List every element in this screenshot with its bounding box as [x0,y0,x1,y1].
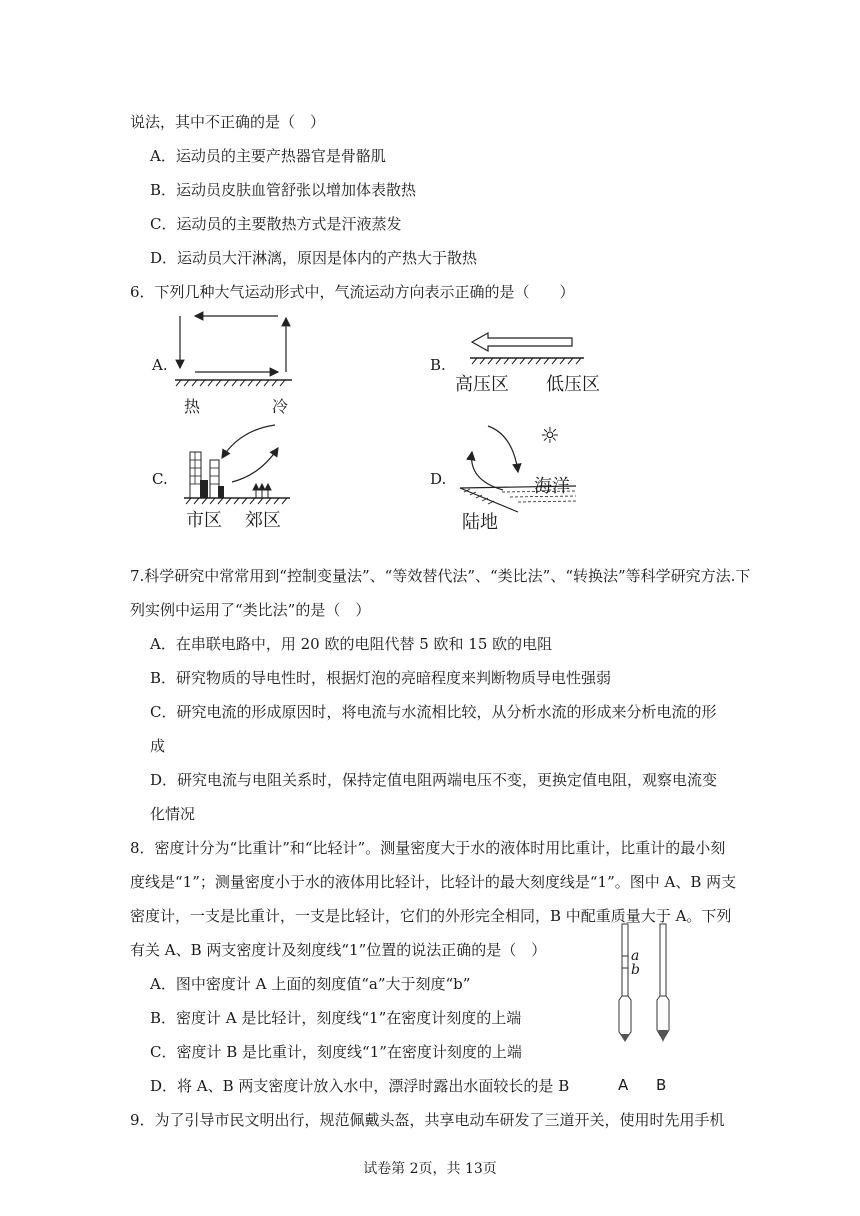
plants-icon [253,484,271,498]
q6-letter-d: D. [430,470,447,488]
q6-figb-low-label: 低压区 [546,374,600,395]
q7-option-d: D．研究电流与电阻关系时，保持定值电阻两端电压不变，更换定值电阻，观察电流变 [150,771,718,789]
q5-option-a: A．运动员的主要产热器官是骨骼肌 [150,147,386,165]
q8-option-c: C．密度计 B 是比重计，刻度线“1”在密度计刻度的上端 [150,1043,522,1061]
q8-option-d: D．将 A、B 两支密度计放入水中，漂浮时露出水面较长的是 B [150,1077,570,1095]
q8-fig-label-A: A [618,1076,629,1094]
q6-letter-c: C. [152,470,168,488]
q8-stem-line4: 有关 A、B 两支密度计及刻度线“1”位置的说法正确的是（ ） [130,941,547,959]
q8-stem-line3: 密度计，一支是比重计，一支是比轻计，它们的外形完全相同，B 中配重质量大于 A。下列 [130,907,732,925]
q6-stem: 6．下列几种大气运动形式中，气流运动方向表示正确的是（ ） [130,283,575,301]
q8-option-b: B．密度计 A 是比轻计，刻度线“1”在密度计刻度的上端 [150,1009,522,1027]
hydrometer-a-icon [619,924,631,1042]
q6-figc-suburb-label: 郊区 [245,510,281,531]
q7-option-c-cont: 成 [150,737,166,755]
curved-arrow-icon [232,448,278,482]
q8-fig-label-B: B [656,1076,667,1094]
curved-arrow-icon [222,425,275,458]
q8-stem-line2: 度线是“1”；测量密度小于水的液体用比轻计，比轻计的最大刻度线是“1”。图中 A、B 两支 [130,873,737,891]
q7-option-c: C．研究电流的形成原因时，将电流与水流相比较，从分析水流的形成来分析电流的形 [150,703,717,721]
q7-option-a: A．在串联电路中，用 20 欧的电阻代替 5 欧和 15 欧的电阻 [150,635,553,653]
q7-stem-line2: 列实例中运用了“类比法”的是（ ） [130,601,371,619]
q6-figure-b [462,330,592,370]
q7-stem-line1: 7.科学研究中常常用到“控制变量法”、“等效替代法”、“类比法”、“转换法”等科学研究方法.下 [130,567,751,585]
q8-option-a: A．图中密度计 A 上面的刻度值“a”大于刻度“b” [150,975,471,993]
q6-letter-b: B. [430,356,446,374]
q6-figd-land-label: 陆地 [462,512,498,533]
page-footer: 试卷第 2页，共 13页 [363,1161,497,1177]
building-icon [210,460,219,498]
q6-figa-cold-label: 冷 [272,397,289,416]
q6-figc-city-label: 市区 [186,510,222,531]
q6-figa-hot-label: 热 [184,397,201,416]
q6-letter-a: A. [152,356,168,374]
q6-figb-high-label: 高压区 [455,374,509,395]
q6-figd-sea-label: 海洋 [534,476,570,497]
q9-stem: 9．为了引导市民文明出行，规范佩戴头盔，共享电动车研发了三道开关，使用时先用手机 [130,1111,725,1129]
q8-hydrometer-figure [605,920,695,1060]
q8-stem-line1: 8．密度计分为“比重计”和“比轻计”。测量密度大于水的液体时用比重计，比重计的最小刻 [130,839,726,857]
building-icon [190,452,201,498]
q5-option-c: C．运动员的主要散热方式是汗液蒸发 [150,215,402,233]
q5-option-b: B．运动员皮肤血管舒张以增加体表散热 [150,181,417,199]
sun-icon: ☼ [540,424,560,449]
q7-option-b: B．研究物质的导电性时，根据灯泡的亮暗程度来判断物质导电性强弱 [150,669,612,687]
q5-option-d: D．运动员大汗淋漓，原因是体内的产热大于散热 [150,249,478,267]
hollow-arrow-left-icon [472,333,572,351]
q8-fig-label-b: b [631,962,640,978]
q6-figure-c [180,420,295,510]
q5-stem-tail: 说法，其中不正确的是（ ） [130,113,326,131]
curved-arrow-icon [472,452,503,490]
curved-arrow-icon [488,426,518,472]
hydrometer-b-icon [657,924,669,1042]
q8-fig-label-a: a [631,948,640,964]
q7-option-d-cont: 化情况 [150,805,196,823]
